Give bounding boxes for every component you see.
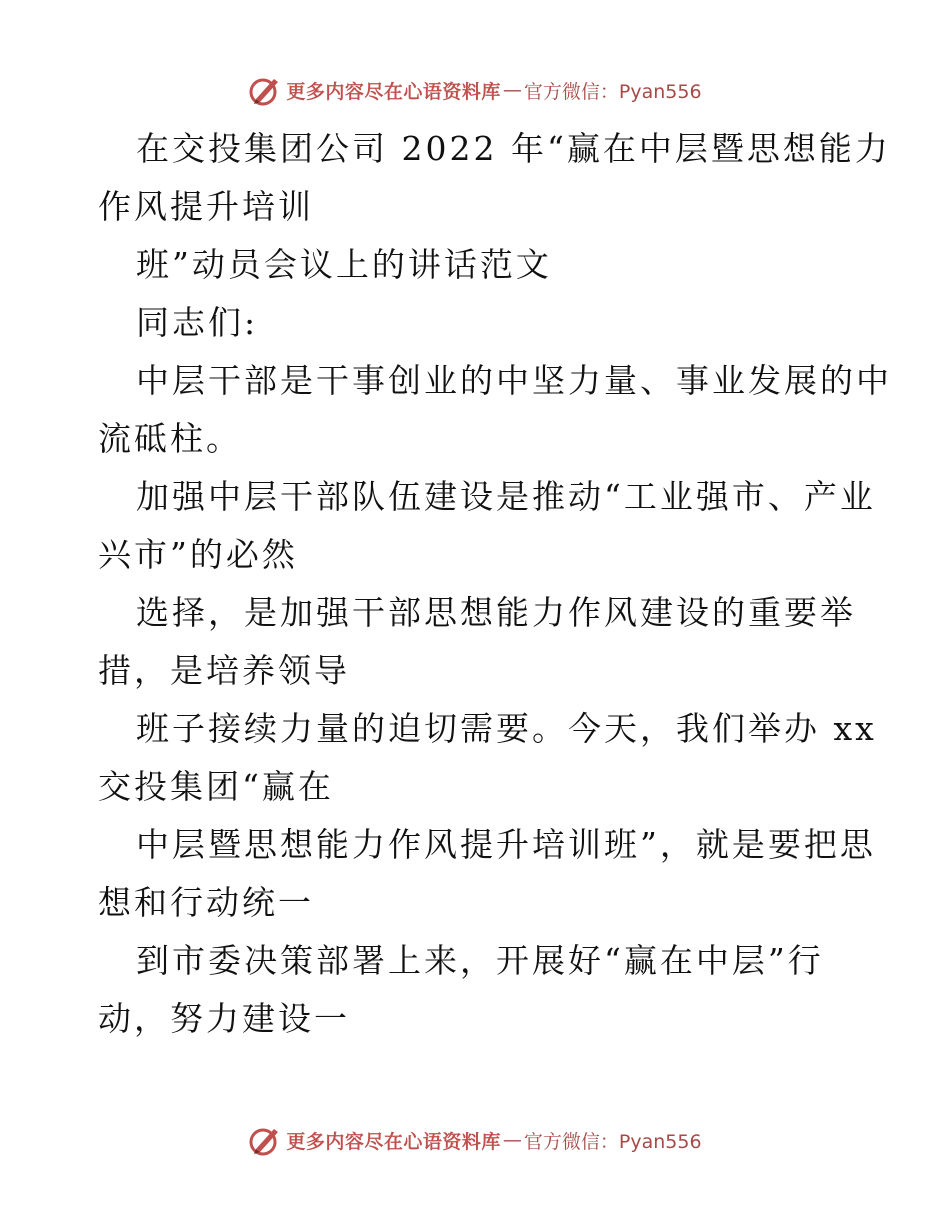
banner-title: 更多内容尽在心语资料库 — [286, 80, 501, 103]
text-line: 中层干部是干事创业的中坚力量、事业发展的中 — [136, 361, 892, 400]
document-body — [98, 120, 892, 1048]
text-line: 班”动员会议上的讲话范文 — [136, 245, 552, 284]
text-line: 想和行动统一 — [98, 883, 314, 922]
text-line: 流砥柱。 — [98, 419, 242, 458]
pen-logo-icon — [248, 1123, 282, 1157]
text-line: 班子接续力量的迫切需要。今天，我们举办 xx — [136, 709, 877, 748]
banner-separator: — — [502, 1129, 522, 1151]
banner-title: 更多内容尽在心语资料库 — [286, 1130, 501, 1153]
text-line: 作风提升培训 — [98, 187, 314, 226]
text-line: 加强中层干部队伍建设是推动“工业强市、产业 — [136, 477, 876, 516]
text-line: 措，是培养领导 — [98, 651, 350, 690]
header-banner — [0, 70, 950, 110]
footer-banner — [0, 1120, 950, 1160]
text-line: 兴市”的必然 — [98, 535, 298, 574]
banner-wechat: 官方微信：Pyan556 — [523, 80, 702, 103]
pen-logo-icon — [248, 73, 282, 107]
text-line: 中层暨思想能力作风提升培训班”，就是要把思 — [136, 825, 876, 864]
text-line: 在交投集团公司 2022 年“赢在中层暨思想能力 — [136, 129, 891, 168]
banner-separator: — — [502, 79, 522, 101]
text-line: 到市委决策部署上来，开展好“赢在中层”行 — [136, 941, 824, 980]
text-line: 动，努力建设一 — [98, 999, 350, 1038]
text-line: 选择，是加强干部思想能力作风建设的重要举 — [136, 593, 856, 632]
banner-wechat: 官方微信：Pyan556 — [523, 1130, 702, 1153]
text-line: 交投集团“赢在 — [98, 767, 334, 806]
text-line: 同志们: — [136, 303, 259, 342]
